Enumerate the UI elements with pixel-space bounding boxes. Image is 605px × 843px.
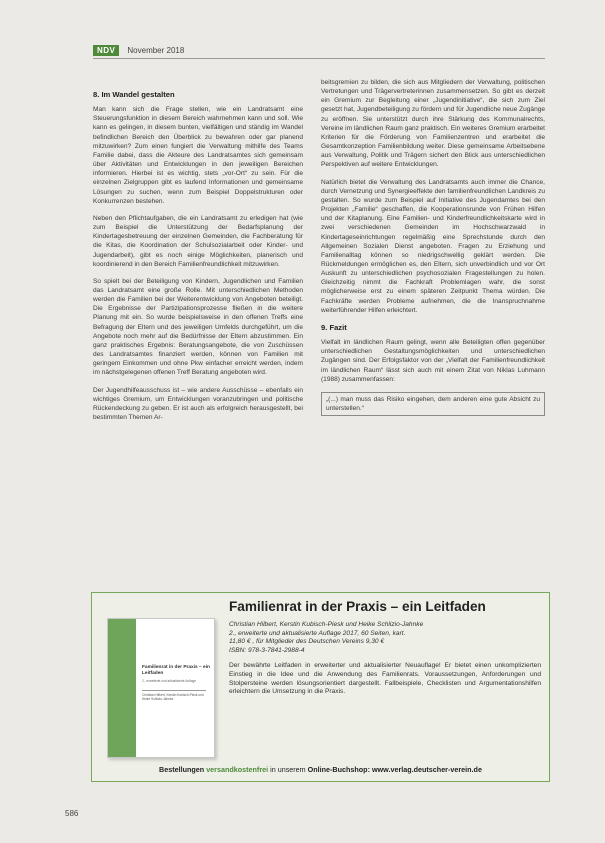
body-paragraph: Der Jugendhilfeausschuss ist – wie andere Ausschüsse – ebenfalls ein wichtiges Gremium, um Entwicklungen voranzubringen und politische Rückendeckung zu geben. Er ist auch als erfolgreich herausgestellt, bei bestimmten Themen Ar- bbox=[93, 386, 303, 421]
book-info bbox=[229, 599, 541, 697]
book-price: 11,80 € , für Mitglieder des Deutschen Vereins 9,30 € bbox=[229, 638, 385, 646]
fazit-paragraph: Vielfalt im ländlichen Raum gelingt, wenn alle Beteiligten offen gegenüber unterschiedlichen Gestaltungsmöglichkeiten und unterschiedlichen Zugängen sind. Der Erfolgsfaktor von der „Vielfalt der Familienfreundlichkeit im ländlichen Raum“ lässt sich auch mit einem Zitat von Niklas Luhmann (1988) zusammenfassen: bbox=[321, 339, 545, 383]
section-heading-9: 9. Fazit bbox=[321, 322, 347, 332]
book-isbn: ISBN: 978-3-7841-2988-4 bbox=[229, 646, 305, 654]
left-column bbox=[93, 90, 303, 430]
body-paragraph: Neben den Pflichtaufgaben, die ein Landratsamt zu erledigen hat (wie zum Beispiel die Unterstützung der Bedarfsplanung der Kindertagesbetreuung der einzelnen Gemeinden, die Fachberatung für die Kitas, die Koordination der Schulsozialarbeit oder Kinder- und Jugendarbeit), gibt es noch einige Möglichkeiten, planerisch und koordinierend in den Bereich Familienfreundlichkeit mitzuwirken. bbox=[93, 214, 303, 268]
order-middle: in unserem bbox=[270, 765, 306, 774]
cover-divider bbox=[142, 690, 206, 691]
issue-date: November 2018 bbox=[127, 45, 185, 55]
body-paragraph: Man kann sich die Frage stellen, wie ein Landratsamt eine Steuerungsfunktion in diesem Bereich wahrnehmen kann und soll. Wie kann es gelingen, in diesem bunten, vielfältigen und ständig im Wandel befindlichen Bereich den Überblick zu bewahren oder gar planend mitzuwirken? Zum einen fungiert die Verwaltung mithilfe des Teams Familie dabei, dass die Akteure des Landratsamtes sich gemeinsam über Aktivitäten und Entwicklungen in den jeweiligen Bereichen informieren. Hierbei ist es wichtig, stets „vor-Ort“ zu sein. Für die einzelnen Zielgruppen gibt es laufend Informationen und gemeinsame Lösungen zu suchen, wenn zum Beispiel Doppelstrukturen oder Konkurrenzen bestehen. bbox=[93, 106, 303, 205]
cover-title: Familienrat in der Praxis – ein Leitfaden bbox=[142, 665, 210, 676]
free-shipping-text: versandkostenfrei bbox=[206, 765, 269, 774]
quote-box bbox=[321, 392, 545, 416]
book-edition: 2., erweiterte und aktualisierte Auflage 2017, 60 Seiten, kart. bbox=[229, 629, 406, 637]
body-paragraph: beitsgremien zu bilden, die sich aus Mitgliedern der Verwaltung, politischen Vertretungen und Trägervertreterinnen zusammensetzen. So gibt es derzeit ein Gremium zur Begleitung einer „Jugendinitiative“, die sich zum Ziel gesetzt hat, Jugendbeteiligung zu fördern und für Jugendliche neue Zugänge zu eröffnen. Sie unterstützt durch ihre Stärkung des Kommunalrechts, Vereine im ländlichen Raum ganz praktisch. Ein weiteres Gremium erarbeitet Kriterien für die Förderung von Familienzentren und erarbeitet die Gesamtkonzeption Familienbildung weiter. Diese gemeinsame Arbeitsebene aus Verwaltung, Politik und Trägern sichert den Blick aus unterschiedlichen Perspektiven auf weitere Entwicklungen. bbox=[321, 79, 545, 169]
book-advertisement-box bbox=[91, 592, 550, 782]
book-description: Der bewährte Leitfaden in erweiterter und aktualisierter Neuauflage! Er bietet einen unkomplizierten Einstieg in die Idee und die Anwendung des Familienrats. Voraussetzungen, Anforderungen und Stolpersteine werden lösungsorientiert dargestellt. Fallbeispiele, Checklisten und Argumentationshilfen erleichtern die Umsetzung in die Praxis. bbox=[229, 662, 541, 696]
book-meta bbox=[229, 621, 541, 655]
page-header bbox=[93, 44, 184, 56]
body-paragraph: Natürlich bietet die Verwaltung des Landratsamts auch immer die Chance, durch Vernetzung und Synergieeffekte den familienfreundlichen Landkreis zu gestalten. So wurde zum Beispiel auf Initiative des Jugendamtes bei den Projekten „Familie“ geschaffen, die Kooperationsrunde von Frühen Hilfen und der Kitaplanung. Eine Familien- und Kinderfreundlichkeitskarte wird in zwei verschiedenen Gemeinden im Hochschwarzwald in Kindertageseinrichtungen regelmäßig eine Sprechstunde durch den Allgemeinen Sozialen Dienst angeboten. Fragen zu Erziehung und Familienalltag können so niedrigschwellig geklärt werden. Die Rückmeldungen ermöglichen es, den Eltern, sich unverbindlich und vor Ort Auskunft zu unterschiedlichen psychosozialen Fragestellungen zu holen. Gleichzeitig nimmt die Fachkraft Problemlagen wahr, die sonst möglicherweise erst zu einem späteren Zeitpunkt Thema würden. Die Fachkräfte werden Probleme aufnehmen, die die Inanspruchnahme weiterführender Hilfen erleichtert. bbox=[321, 178, 545, 314]
section-heading-8: 8. Im Wandel gestalten bbox=[93, 90, 175, 99]
cover-subtitle: 2., erweiterte und aktualisierte Auflage bbox=[142, 679, 197, 683]
ndv-badge: NDV bbox=[93, 45, 119, 56]
order-line bbox=[92, 765, 549, 774]
luhmann-quote: „(...) man muss das Risiko eingehen, dem anderen eine gute Absicht zu unterstellen.“ bbox=[326, 395, 540, 412]
header-divider bbox=[93, 58, 545, 59]
body-paragraph: So spielt bei der Beteiligung von Kindern, Jugendlichen und Familien das Landratsamt eine große Rolle. Mit unterschiedlichen Methoden werden die Familien bei der Weiterentwicklung von Angeboten beteiligt. Die Ergebnisse der Partizipationsprozesse fließen in die weitere Planung mit ein. So wurde beispielsweise in den offenen Treffs eine Befragung der Eltern und des jeweiligen Umfelds durchgeführt, um die Angebote noch mehr auf die Bedürfnisse der Eltern abzustimmen. Ein ganz praktisches Ergebnis: Beratungsangebote, die von Zuschüssen des Landratsamtes finanziert werden, können von Familien mit geringem Einkommen und ohne Pkw einfacher erreicht werden, indem im nächstgelegenen offenen Treff Beratung angeboten wird. bbox=[93, 277, 303, 377]
book-title: Familienrat in der Praxis – ein Leitfaden bbox=[229, 599, 486, 614]
page-number: 586 bbox=[65, 809, 79, 818]
online-shop-link[interactable]: Online-Buchshop: www.verlag.deutscher-verein.de bbox=[307, 765, 482, 774]
right-column bbox=[321, 78, 545, 416]
order-prefix: Bestellungen bbox=[159, 765, 205, 774]
book-authors: Christian Hilbert, Kerstin Kubisch-Piesk und Heike Schlizio-Jahnke bbox=[229, 621, 424, 628]
cover-authors: Christian Hilbert, Kerstin Kubisch-Piesk und Heike Schlizio-Jahnke bbox=[142, 693, 204, 702]
book-cover-image bbox=[107, 618, 215, 758]
cover-green-band bbox=[108, 619, 136, 757]
